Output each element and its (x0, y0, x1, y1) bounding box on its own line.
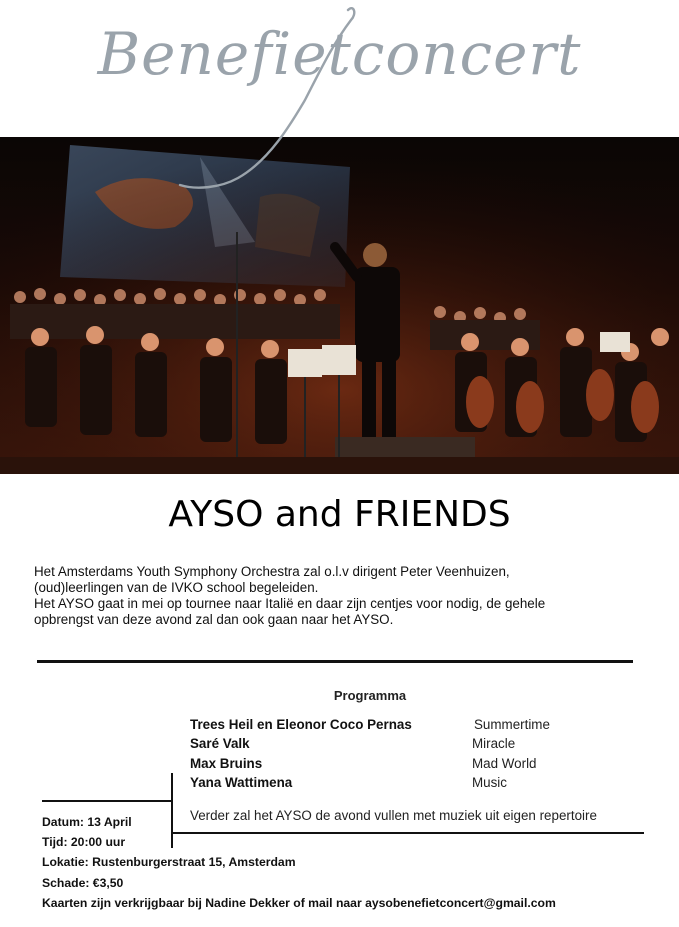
programme-bottom-divider (172, 832, 644, 834)
performer: Max Bruins (190, 756, 263, 771)
performer: Trees Heil en Eleonor Coco Pernas (190, 717, 412, 732)
event-date: Datum: 13 April (42, 815, 132, 829)
intro-line: Het AYSO gaat in mei op tournee naar Italië en daar zijn centjes voor nodig, de gehele (34, 596, 546, 611)
performer: Saré Valk (190, 736, 250, 751)
event-price: Schade: €3,50 (42, 876, 124, 890)
programme-heading: Programma (333, 688, 407, 703)
event-location: Lokatie: Rustenburgerstraat 15, Amsterdam (42, 855, 296, 869)
top-divider (37, 660, 633, 663)
intro-line: opbrengst van deze avond zal dan ook gaan naar het AYSO. (34, 612, 394, 627)
event-headline: AYSO and FRIENDS (168, 494, 511, 535)
details-top-divider (42, 800, 172, 802)
intro-text (34, 564, 654, 628)
performer: Yana Wattimena (190, 775, 293, 790)
title-swash-ornament (0, 0, 679, 200)
song-title: Mad World (472, 756, 537, 771)
song-title: Summertime (474, 717, 550, 732)
programme-extra-note: Verder zal het AYSO de avond vullen met muziek uit eigen repertoire (190, 808, 597, 823)
intro-line: (oud)leerlingen van de IVKO school begeleiden. (34, 580, 319, 595)
page-title: Benefietconcert (97, 20, 582, 88)
intro-line: Het Amsterdams Youth Symphony Orchestra zal o.l.v dirigent Peter Veenhuizen, (34, 564, 510, 579)
song-title: Music (472, 775, 507, 790)
event-time: Tijd: 20:00 uur (42, 835, 126, 849)
ticket-info: Kaarten zijn verkrijgbaar bij Nadine Dekker of mail naar aysobenefietconcert@gmail.com (42, 896, 556, 910)
programme-vertical-divider (171, 773, 173, 848)
song-title: Miracle (472, 736, 516, 751)
